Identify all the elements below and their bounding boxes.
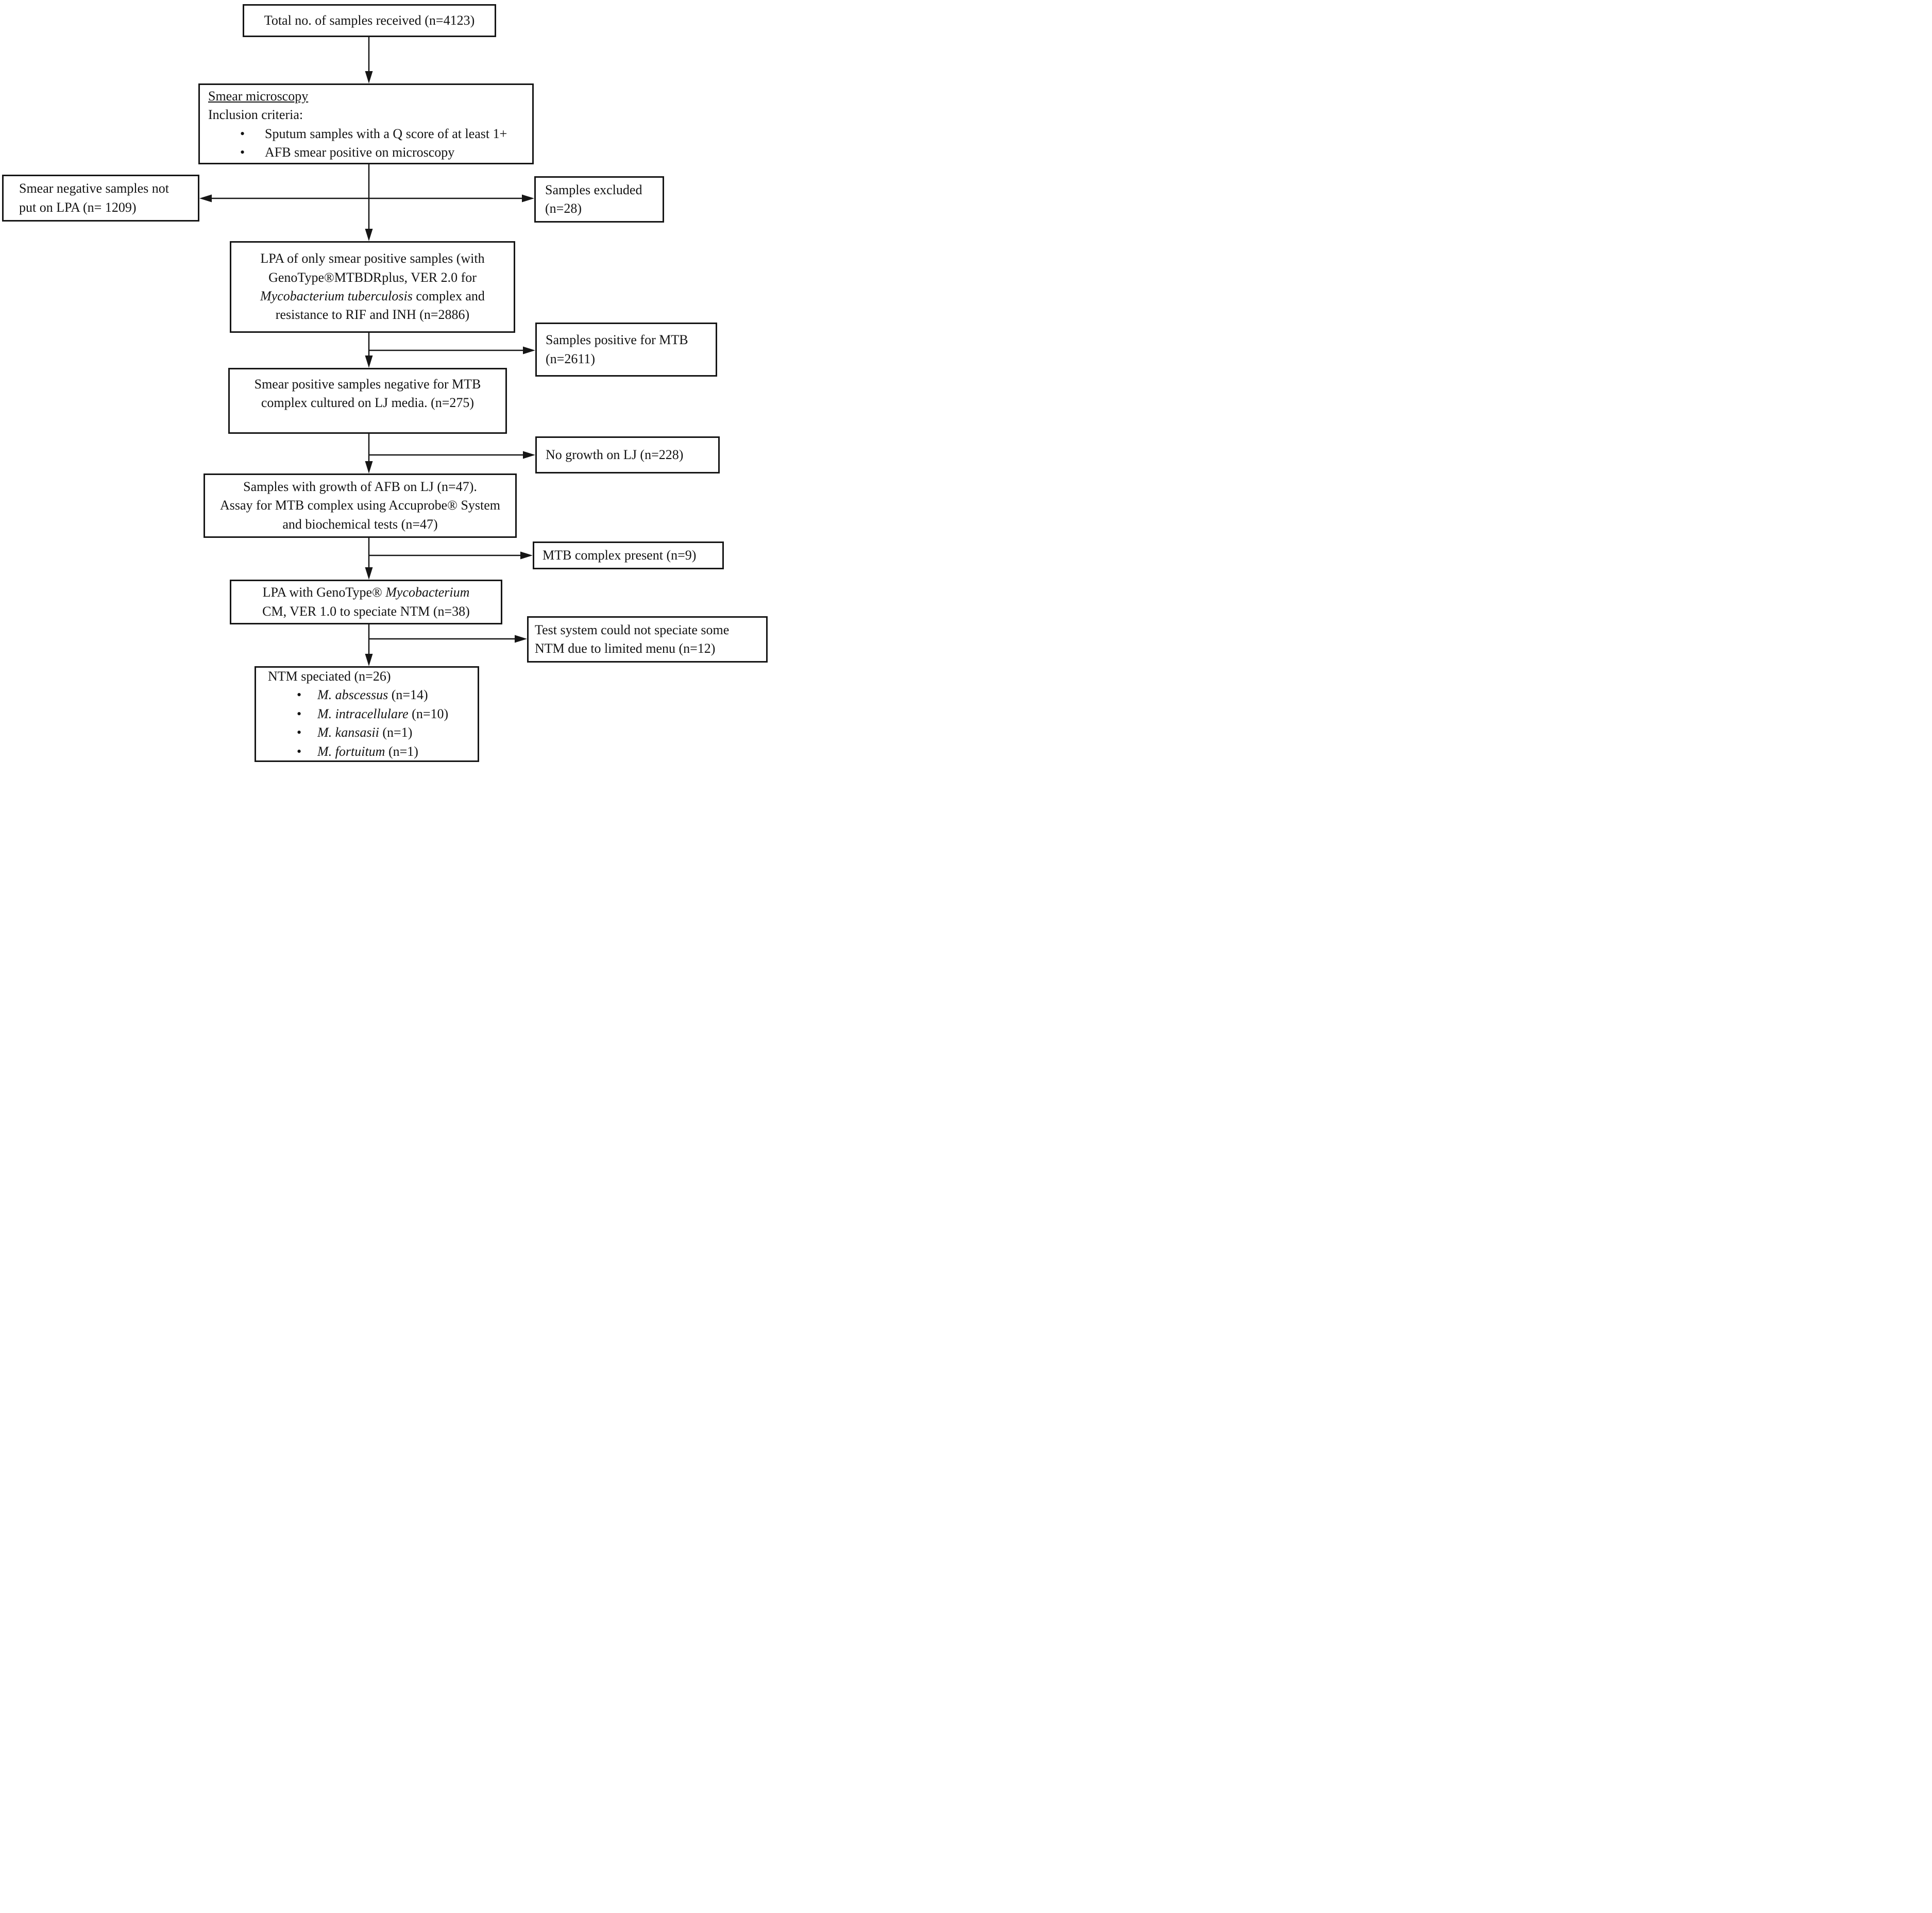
samples-excluded-line1: Samples excluded <box>545 182 642 197</box>
culture-line2: complex cultured on LJ media. (n=275) <box>261 395 474 410</box>
sample-flow-diagram <box>0 0 773 765</box>
box-smear-pos-mtb-neg <box>228 368 507 434</box>
ntm-item <box>268 705 478 723</box>
mtb-present-text: MTB complex present (n=9) <box>543 547 697 563</box>
lpacm-line1-species: Mycobacterium <box>385 585 470 600</box>
lpa-line4: resistance to RIF and INH (n=2886) <box>275 307 470 323</box>
lpa-line3-rest: complex and <box>412 289 485 303</box>
arrowhead-afb-to-lpacm <box>365 567 373 580</box>
ntm-species-name: M. kansasii <box>317 725 379 740</box>
arrowhead-no-growth <box>523 451 535 459</box>
ntm-item-text <box>317 686 428 704</box>
lpa-line2: GenoType®MTBDRplus, VER 2.0 for <box>268 269 477 285</box>
box-mtb-complex-present <box>533 541 724 569</box>
ntm-heading: NTM speciated (n=26) <box>268 669 391 684</box>
lpacm-line1-pre: LPA with GenoType® <box>262 585 386 600</box>
bullet-dot: • <box>240 126 245 141</box>
arrowhead-test-system <box>515 635 527 643</box>
samples-positive-line1: Samples positive for MTB <box>546 332 688 348</box>
samples-positive-line2: (n=2611) <box>546 351 596 366</box>
lpa-line3-species: Mycobacterium tuberculosis <box>260 289 413 303</box>
smear-negative-line2: put on LPA (n= 1209) <box>19 199 137 215</box>
ntm-item <box>268 723 478 742</box>
bullet-dot: • <box>297 743 302 759</box>
samples-excluded-line2: (n=28) <box>545 201 582 216</box>
ntm-item-text <box>317 705 448 723</box>
ntm-species-count: (n=1) <box>385 743 418 759</box>
ntm-item-text <box>317 742 418 761</box>
box-total-samples <box>243 4 496 37</box>
inclusion-bullet-text: AFB smear positive on microscopy <box>265 145 455 160</box>
arrowhead-to-samples-excluded <box>522 195 534 202</box>
ntm-species-count: (n=14) <box>388 687 428 703</box>
ntm-species-name: M. fortuitum <box>317 743 385 759</box>
lpacm-line2: CM, VER 1.0 to speciate NTM (n=38) <box>262 603 470 619</box>
arrowhead-mtb-positive <box>523 347 535 354</box>
ntm-item <box>268 742 478 761</box>
culture-line1: Smear positive samples negative for MTB <box>254 376 481 392</box>
test-system-line2: NTM due to limited menu (n=12) <box>535 641 716 656</box>
box-lpa-mtbdrplus <box>230 241 515 333</box>
test-system-line1: Test system could not speciate some <box>535 622 730 637</box>
lpacm-line1 <box>231 583 501 602</box>
arrowhead-culture-to-afb <box>365 461 373 473</box>
box-samples-positive-mtb <box>535 323 717 377</box>
ntm-species-name: M. abscessus <box>317 687 388 703</box>
afb-line3: and biochemical tests (n=47) <box>282 516 438 532</box>
bullet-dot: • <box>297 706 302 721</box>
arrowhead-smear-to-lpa <box>365 229 373 241</box>
arrowhead-lpacm-to-ntm <box>365 654 373 666</box>
inclusion-bullet-item <box>208 143 527 162</box>
inclusion-bullet-item <box>208 125 527 143</box>
smear-microscopy-heading: Smear microscopy <box>208 89 309 104</box>
afb-line2: Assay for MTB complex using Accuprobe® System <box>219 498 501 513</box>
arrowhead-mtb-present <box>520 552 533 560</box>
ntm-species-name: M. intracellulare <box>317 706 409 721</box>
box-lpa-cm <box>230 580 502 624</box>
lpa-line1: LPA of only smear positive samples (with <box>260 251 485 266</box>
ntm-species-count: (n=1) <box>379 725 413 740</box>
ntm-item-text <box>317 723 412 742</box>
arrowhead-total-to-smear <box>365 71 373 83</box>
bullet-dot: • <box>240 145 245 160</box>
box-smear-microscopy <box>198 83 534 164</box>
smear-microscopy-heading-row <box>208 87 527 106</box>
bullet-dot: • <box>297 687 302 703</box>
smear-negative-line1: Smear negative samples not <box>19 181 169 196</box>
inclusion-criteria-label: Inclusion criteria: <box>208 107 303 123</box>
afb-line1: Samples with growth of AFB on LJ (n=47). <box>243 479 477 494</box>
arrowhead-to-smear-negative <box>199 195 212 202</box>
box-no-growth <box>535 436 720 473</box>
inclusion-bullet-text: Sputum samples with a Q score of at least 1+ <box>265 126 507 141</box>
ntm-species-count: (n=10) <box>408 706 449 721</box>
total-samples-text: Total no. of samples received (n=4123) <box>264 12 475 28</box>
box-samples-excluded <box>534 176 664 223</box>
lpa-line3 <box>231 287 514 306</box>
no-growth-text: No growth on LJ (n=228) <box>546 447 684 462</box>
box-test-system <box>527 616 768 663</box>
box-ntm-speciated <box>255 666 479 762</box>
ntm-item <box>268 686 478 704</box>
bullet-dot: • <box>297 725 302 740</box>
box-afb-growth <box>204 473 517 538</box>
arrowhead-lpa-to-culture <box>365 355 373 368</box>
box-smear-negative <box>2 175 199 222</box>
